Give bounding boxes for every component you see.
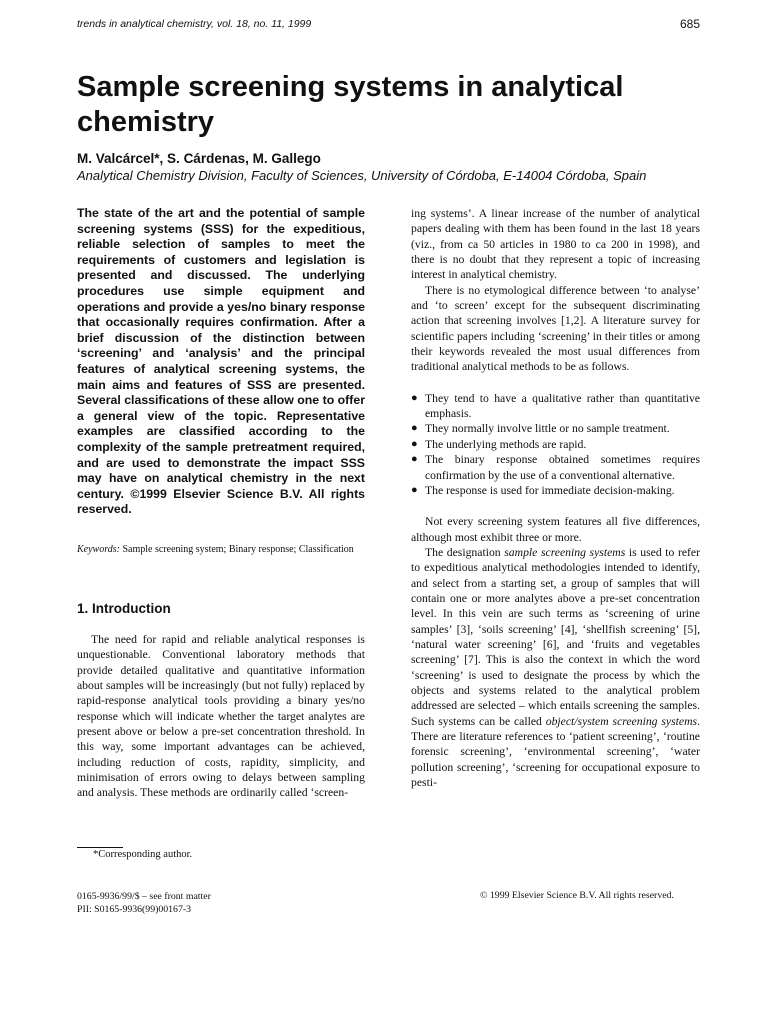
page-number: 685	[679, 17, 700, 31]
copyright-line: © 1999 Elsevier Science B.V. All rights reserved.	[480, 890, 674, 901]
bullet-icon: ●	[411, 453, 418, 466]
keywords	[77, 543, 367, 556]
list-item: ● The response is used for immediate decision-making.	[411, 483, 675, 497]
body-paragraph: The designation sample screening systems is used to refer to expeditious analytical methodologies intended to identify, and select from a starting set, a group of samples that will contain one or more analytes above a pre-set concentration level. In this vein are such terms as ‘screening of urine samples’ [3], ‘soils screening’ [4], ‘shellfish screening’ [5], ‘natural water screening’ [6], and ‘fruits and vegetables screening’ [7]. This is also the context in which the word ‘screening’ is used to designate the process by which the objects and systems related to the analytical problem addressed are selected – which entails screening the samples. Such systems can be called object/system screening systems. There are literature references to ‘patient screening’, ‘routine forensic screening’, ‘environmental screening’, ‘water pollution screening’, ‘screening for occupational exposure to pesti-	[411, 545, 700, 790]
keywords-label: Keywords:	[77, 544, 120, 555]
emphasized-term: object/system screening systems	[545, 714, 698, 728]
list-item: ● The binary response obtained sometimes requires confirmation by the use of a conventional alternative.	[411, 453, 700, 482]
bullet-icon: ●	[411, 391, 418, 404]
list-item: ● They normally involve little or no sample treatment.	[411, 422, 670, 436]
footnote-rule	[77, 847, 123, 848]
list-item: ● They tend to have a qualitative rather than quantitative emphasis.	[411, 391, 700, 421]
bullet-icon: ●	[411, 483, 418, 496]
article-title: Sample screening systems in analytical chemistry	[77, 71, 624, 138]
intro-column	[77, 632, 365, 801]
affiliation: Analytical Chemistry Division, Faculty of Sciences, University of Córdoba, E-14004 Córdoba, Spain	[77, 168, 647, 183]
list-item: ● The underlying methods are rapid.	[411, 437, 587, 451]
body-paragraph: Not every screening system features all five differences, although most exhibit three or more.	[411, 515, 700, 544]
keywords-text: Sample screening system; Binary response; Classification	[122, 544, 354, 555]
footnote: *Corresponding author.	[93, 849, 193, 860]
issn-line: 0165-9936/99/$ – see front matter	[77, 891, 211, 902]
body-paragraph: ing systems’. A linear increase of the number of analytical papers dealing with them has been found in the last 18 years (viz., from ca 50 articles in 1980 to ca 200 in 1998), and there is no doubt that they represent a topic of increasing interest in analytical chemistry.	[411, 207, 700, 282]
footer-identifiers	[77, 890, 211, 916]
bullet-icon: ●	[411, 422, 418, 435]
abstract: The state of the art and the potential of sample screening systems (SSS) for the expeditious, reliable selection of samples to meet the requirements of customers and legislation is presented and discussed. The underlying procedures use simple equipment and operations and provide a yes/no binary response that occasionally requires confirmation. After a brief discussion of the distinction between ‘screening’ and ‘analysis’ and the principal features of analytical screening systems, the main aims and features of SSS are presented. Several classifications of these allow one to offer a general view of the topic. Representative examples are classified according to the complexity of the sample pretreatment required, and are used to demonstrate the impact SSS may have on analytical chemistry in the next century. ©1999 Elsevier Science B.V. All rights reserved.	[77, 206, 365, 517]
author-list: M. Valcárcel*, S. Cárdenas, M. Gallego	[77, 151, 321, 166]
bullet-icon: ●	[411, 437, 418, 450]
emphasized-term: sample screening systems	[504, 545, 626, 559]
body-paragraph: There is no etymological difference between ‘to analyse’ and ‘to screen’ except for the subsequent discriminating action that screening involves [1,2]. A literature survey for scientific papers including ‘screening’ in their titles or among their keywords revealed the most usual differences from traditional analytical methods to be as follows.	[411, 283, 700, 374]
pii-line: PII: S0165-9936(99)00167-3	[77, 904, 192, 915]
intro-paragraph: The need for rapid and reliable analytical responses is unquestionable. Conventional laboratory methods that provide detailed qualitative and quantitative information about samples will be increasingly (but not fully) replaced by rapid-response analytical tools providing a binary yes/no response which will indicate whether the target analytes are present above or below a pre-set concentration threshold. In this way, some important advantages can be achieved, including reduction of costs, rapidity, simplicity, and minimisation of errors owing to delays between sampling and analysis. These methods are ordinarily called ‘screen-	[77, 633, 365, 800]
section-heading: 1. Introduction	[77, 601, 171, 616]
right-column	[411, 206, 700, 790]
running-head: trends in analytical chemistry, vol. 18, no. 11, 1999	[77, 18, 312, 30]
feature-list	[411, 391, 700, 498]
